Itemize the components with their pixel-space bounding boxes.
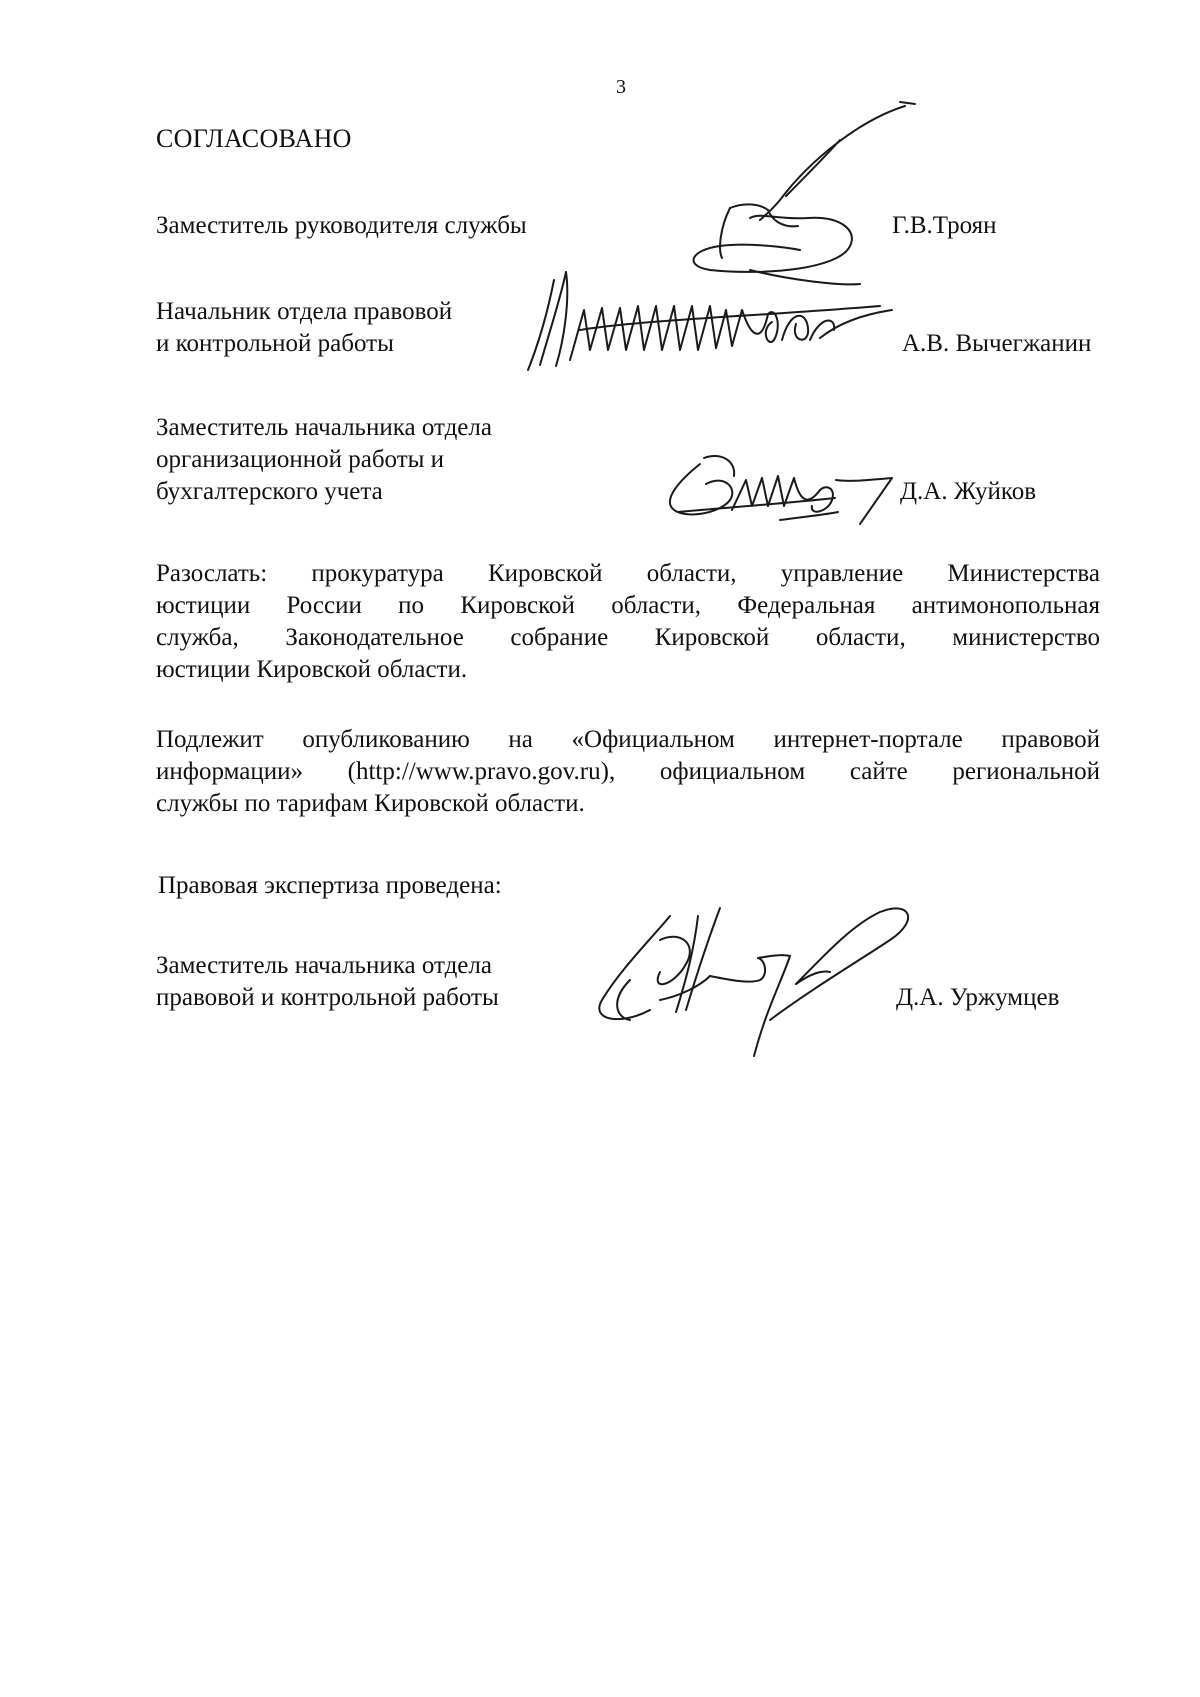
publication-line: службы по тарифам Кировской области. (156, 790, 585, 817)
signature-2 (520, 270, 900, 380)
legal-review-label: Правовая экспертиза проведена: (158, 872, 502, 899)
signatory-3-title-line: Заместитель начальника отдела (156, 414, 492, 441)
distribution-paragraph (156, 558, 1100, 686)
signatory-3-title-line: организационной работы и (156, 446, 445, 473)
signatory-2-name: А.В. Вычегжанин (902, 330, 1092, 357)
signatory-3-name: Д.А. Жуйков (900, 478, 1037, 505)
signatory-1-name: Г.В.Троян (892, 212, 997, 239)
legal-review-title-line: правовой и контрольной работы (156, 984, 499, 1011)
legal-review-title-line: Заместитель начальника отдела (156, 952, 492, 979)
signatory-1-title (156, 210, 527, 242)
signature-3 (660, 450, 900, 540)
distribution-line: Разослать: прокуратура Кировской области, управление Министерства (156, 560, 1100, 587)
approval-heading: СОГЛАСОВАНО (156, 124, 352, 153)
distribution-line: юстиции Кировской области. (156, 656, 468, 683)
publication-line: Подлежит опубликованию на «Официальном интернет-портале правовой (156, 726, 1100, 753)
page-number: 3 (616, 76, 626, 98)
distribution-line: служба, Законодательное собрание Кировской области, министерство (156, 624, 1100, 651)
signature-4 (590, 900, 930, 1060)
legal-review-name: Д.А. Уржумцев (896, 984, 1060, 1011)
legal-review-title (156, 950, 499, 1014)
signatory-3-title-line: бухгалтерского учета (156, 478, 383, 505)
signature-1 (690, 100, 930, 290)
publication-paragraph (156, 724, 1100, 820)
signatory-2-title-line: Начальник отдела правовой (156, 298, 453, 325)
signatory-2-title-line: и контрольной работы (156, 330, 394, 357)
signatory-2-title (156, 296, 452, 360)
signatory-3-title (156, 412, 492, 508)
publication-line: информации» (http://www.pravo.gov.ru), официальном сайте региональной (156, 758, 1100, 785)
signatory-1-title-line: Заместитель руководителя службы (156, 212, 527, 239)
distribution-line: юстиции России по Кировской области, Федеральная антимонопольная (156, 592, 1100, 619)
